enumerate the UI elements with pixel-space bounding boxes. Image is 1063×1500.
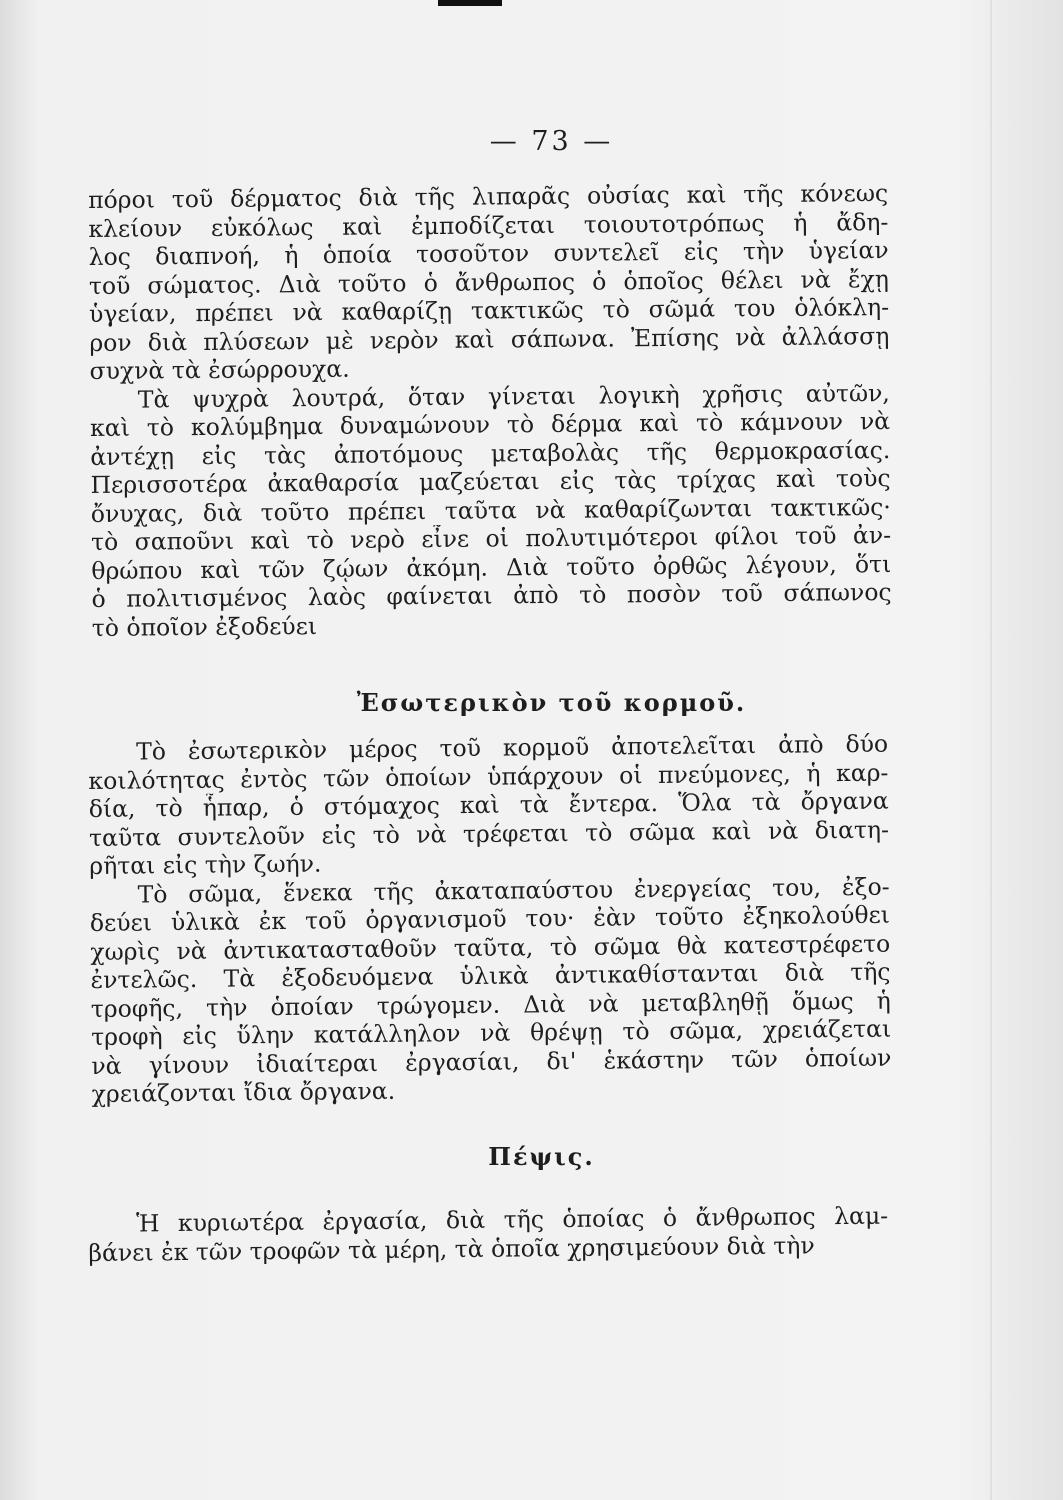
- text-line: κοιλότητας ἐντὸς τῶν ὁποίων ὑπάρχουν οἱ πνεύμονες, ἡ καρ-: [88, 758, 889, 795]
- text-line: τὸ ὁποῖον ἐξοδεύει: [91, 611, 318, 642]
- page-gutter-shadow: [990, 0, 992, 1500]
- text-line: Περισσοτέρα ἀκαθαρσία μαζεύεται εἰς τὰς τρίχας καὶ τοὺς: [90, 464, 891, 499]
- text-line: ὁ πολιτισμένος λαὸς φαίνεται ἀπὸ τὸ ποσὸν τοῦ σάπωνος: [91, 578, 892, 613]
- paragraph-block-hygiene: [88, 179, 892, 642]
- paragraph-block-digestion: [88, 1202, 889, 1267]
- text-line: Ἡ κυριωτέρα ἐργασία, διὰ τῆς ὁποίας ὁ ἄνθρωπος λαμ-: [135, 1201, 889, 1238]
- paragraph-block-interior-trunk: [88, 730, 892, 1109]
- text-line: ταῦτα συντελοῦν εἰς τὸ νὰ τρέφεται τὸ σῶμα καὶ νὰ διατη-: [88, 815, 890, 852]
- text-line: πόροι τοῦ δέρματος διὰ τῆς λιπαρᾶς οὐσίας καὶ τῆς κόνεως: [88, 179, 889, 214]
- section-heading-digestion: Πέψις.: [488, 1142, 595, 1171]
- text-line: ρῆται εἰς τὴν ζωήν.: [89, 849, 322, 880]
- text-line: δεύει ὑλικὰ ἐκ τοῦ ὀργανισμοῦ του· ἐὰν τοῦτο ἐξηκολούθει: [89, 900, 891, 937]
- scan-edge-mark: [438, 0, 502, 6]
- text-line: τὸ σαποῦνι καὶ τὸ νερὸ εἶνε οἱ πολυτιμότεροι φίλοι τοῦ ἀν-: [90, 521, 892, 556]
- text-line: θρώπου καὶ τῶν ζῴων ἀκόμη. Διὰ τοῦτο ὀρθῶς λέγουν, ὅτι: [91, 549, 892, 585]
- text-line: Τὰ ψυχρὰ λουτρά, ὅταν γίνεται λογικὴ χρῆσις αὐτῶν,: [137, 378, 890, 414]
- text-line: τροφὴ εἰς ὕλην κατάλληλον νὰ θρέψῃ τὸ σῶμα, χρειάζεται: [90, 1014, 892, 1051]
- text-line: τοῦ σώματος. Διὰ τοῦτο ὁ ἄνθρωπος ὁ ὁποῖος θέλει νὰ ἔχῃ: [88, 264, 889, 300]
- text-line: ρον διὰ πλύσεων μὲ νερὸν καὶ σάπωνα. Ἐπίσης νὰ ἀλλάσσῃ: [89, 321, 890, 357]
- text-line: ἐντελῶς. Τὰ ἐξοδευόμενα ὑλικὰ ἀντικαθίστανται διὰ τῆς: [90, 957, 891, 994]
- text-line: χωρὶς νὰ ἀντικατασταθοῦν ταῦτα, τὸ σῶμα θὰ κατεστρέφετο: [90, 929, 891, 966]
- text-line: ὄνυχας, διὰ τοῦτο πρέπει ταῦτα νὰ καθαρίζωνται τακτικῶς·: [90, 492, 891, 528]
- text-line: Τὸ ἐσωτερικὸν μέρος τοῦ κορμοῦ ἀποτελεῖται ἀπὸ δύο: [135, 729, 889, 766]
- text-line: συχνὰ τὰ ἐσώρρουχα.: [89, 354, 350, 385]
- text-line: βάνει ἐκ τῶν τροφῶν τὰ μέρη, τὰ ὁποῖα χρησιμεύουν διὰ τὴν: [88, 1230, 815, 1267]
- section-heading-interior-trunk: Ἐσωτερικὸν τοῦ κορμοῦ.: [356, 688, 747, 717]
- text-line: καὶ τὸ κολύμβημα δυναμώνουν τὸ δέρμα καὶ τὸ κάμνουν νὰ: [89, 407, 891, 442]
- text-line: τροφῆς, τὴν ὁποίαν τρώγομεν. Διὰ νὰ μεταβληθῇ ὅμως ἡ: [90, 986, 891, 1023]
- text-line: κλείουν εὐκόλως καὶ ἐμποδίζεται τοιουτοτρόπως ἡ ἄδη-: [88, 207, 889, 243]
- text-line: ἀντέχῃ εἰς τὰς ἀποτόμους μεταβολὰς τῆς θερμοκρασίας.: [90, 435, 891, 471]
- text-line: χρειάζονται ἴδια ὄργανα.: [91, 1076, 396, 1108]
- text-line: νὰ γίνουν ἰδιαίτεραι ἐργασίαι, δι' ἑκάστην τῶν ὁποίων: [91, 1043, 892, 1080]
- page-number: — 73 —: [489, 126, 614, 157]
- text-line: Τὸ σῶμα, ἕνεκα τῆς ἀκαταπαύστου ἐνεργείας του, ἐξο-: [137, 872, 890, 908]
- text-line: λος διαπνοή, ἡ ὁποία τοσοῦτον συντελεῖ εἰς τὴν ὑγείαν: [88, 236, 889, 271]
- text-line: δία, τὸ ἧπαρ, ὁ στόμαχος καὶ τὰ ἔντερα. Ὅλα τὰ ὄργανα: [88, 786, 889, 823]
- text-line: ὑγείαν, πρέπει νὰ καθαρίζῃ τακτικῶς τὸ σῶμά του ὁλόκλη-: [88, 293, 890, 328]
